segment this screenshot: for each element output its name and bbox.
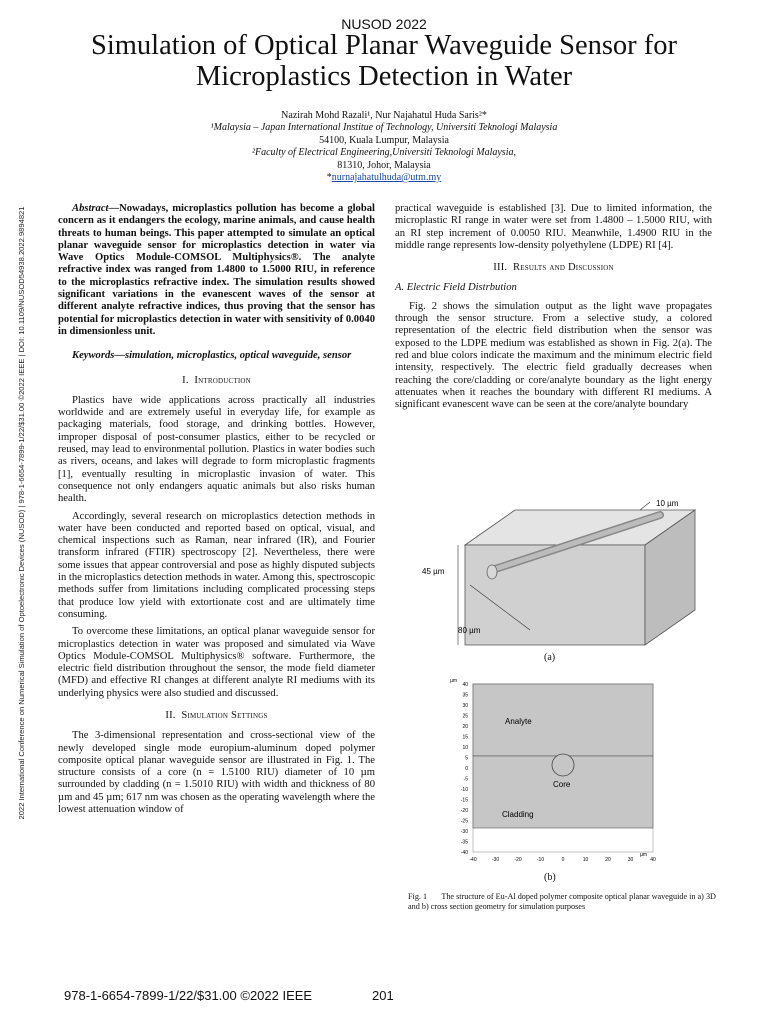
y-tick-label: 40 xyxy=(462,682,468,688)
analyte-label: Analyte xyxy=(505,717,532,726)
settings-paragraph-continued: practical waveguide is established [3]. Due to limited information, the microplastic RI range in water were set from 1.4800 – 1.5000 RIU, with an RI step increment of 0.0050 RIU. Meanwhile, 1.4900 RIU in the middle range represents low-density polyethylene (LDPE) RI [4]. xyxy=(395,203,712,251)
email-link[interactable]: nurnajahatulhuda@utm.my xyxy=(331,172,442,184)
footer-isbn: 978-1-6654-7899-1/22/$31.00 ©2022 IEEE xyxy=(64,988,313,1003)
core-label: Core xyxy=(553,780,571,789)
x-tick-label: 10 xyxy=(582,857,589,863)
author-block xyxy=(100,110,668,184)
caption-text: The structure of Eu-Al doped polymer composite optical planar waveguide in a) 3D and b) cross section geometry for simulation purposes xyxy=(408,892,716,911)
keywords-label: Keywords xyxy=(72,350,115,362)
email-line xyxy=(100,172,668,184)
figure-1b-cross-section xyxy=(432,676,662,866)
email-prefix: * xyxy=(326,172,332,184)
section-1-number: I. xyxy=(182,374,189,386)
section-2-heading xyxy=(58,710,375,722)
author-names: Nazirah Mohd Razali¹, Nur Najahatul Huda Saris²* xyxy=(281,110,487,121)
left-column xyxy=(58,203,375,821)
section-3-heading xyxy=(395,262,712,274)
abstract-label: Abstract xyxy=(72,203,109,214)
figure-1a-3d-diagram xyxy=(410,490,700,660)
conference-header: NUSOD 2022 xyxy=(341,16,427,32)
x-tick-label: 40 xyxy=(650,857,656,863)
address-1: 54100, Kuala Lumpur, Malaysia xyxy=(319,134,449,146)
dim-bottom-label: 80 µm xyxy=(458,626,481,635)
y-tick-label: -25 xyxy=(460,818,468,825)
subsection-a-heading: A. Electric Field Distrbution xyxy=(395,282,517,294)
keywords-text: —simulation, microplastics, optical waveguide, sensor xyxy=(114,350,352,362)
section-3-title: Results and Discussion xyxy=(512,262,614,274)
y-unit-label: µm xyxy=(450,678,458,684)
y-tick-label: -10 xyxy=(460,787,468,793)
section-3-number: III. xyxy=(493,262,508,274)
x-tick-labels xyxy=(469,857,656,863)
y-tick-label: 20 xyxy=(462,724,468,730)
y-tick-label: -30 xyxy=(460,829,468,835)
x-tick-label: -20 xyxy=(514,857,522,863)
section-1-heading xyxy=(58,375,375,387)
keywords xyxy=(58,350,375,362)
x-tick-label: 20 xyxy=(605,857,611,863)
right-column xyxy=(395,203,712,416)
block-front-face xyxy=(465,545,645,645)
caption-label: Fig. 1 xyxy=(408,892,428,901)
y-tick-label: 15 xyxy=(462,734,468,741)
figure-1-caption xyxy=(408,892,728,912)
cladding-label: Cladding xyxy=(502,810,534,819)
x-tick-label: -10 xyxy=(536,857,545,863)
figure-1a-sublabel: (a) xyxy=(544,652,556,663)
affiliation-2: ²Faculty of Electrical Engineering,Universiti Teknologi Malaysia, xyxy=(252,147,516,159)
side-citation: 2022 International Conference on Numerical Simulation of Optoelectronic Devices (NUSOD) | 978-1-6654-7899-1/22/$31.00 ©2022 IEEE | DOI: 10.1109/NUSOD54938.2022.9894821 xyxy=(17,206,26,820)
analyte-region xyxy=(473,684,653,756)
results-paragraph-1: Fig. 2 shows the simulation output as the light wave propagates through the sensor structure. From a selective study, a colored representation of the electric field distribution when the sensor was exposed to the LDPE medium was established as shown in Fig. 2(a). The red and blue colors indicate the maximum and the minimum electric field intensity, respectively. The electric field gradually decreases when reaching the core/cladding or core/analyte boundary as the light energy attenuates when it reaches the boundary with different RI mediums. A significant evanescent wave can be seen at the core/analyte boundary xyxy=(395,300,712,411)
y-tick-label: 10 xyxy=(462,745,468,751)
x-unit-label: µm xyxy=(640,852,648,858)
y-tick-label: -20 xyxy=(460,808,468,814)
settings-paragraph-1: The 3-dimensional representation and cross-sectional view of the newly developed single mode europium-aluminum doped polymer composite optical planar waveguide sensor are illustrated in Fig. 1. The structure consists of a core (n = 1.5100 RIU) diameter of 10 µm surrounded by cladding (n = 1.5010 RIU) with width and thickness of 80 µm and 45 µm; 617 nm was chosen as the operating wavelength where the lowest attenuation window of xyxy=(58,730,375,816)
y-tick-label: -5 xyxy=(463,776,468,783)
y-tick-label: -40 xyxy=(460,850,468,856)
x-tick-label: -40 xyxy=(469,857,477,863)
y-tick-label: -15 xyxy=(460,797,468,804)
abstract xyxy=(58,203,375,338)
y-tick-label: 25 xyxy=(462,713,468,720)
page-number: 201 xyxy=(372,988,394,1003)
y-tick-labels xyxy=(461,682,468,856)
y-tick-label: 0 xyxy=(465,766,468,772)
section-2-number: II. xyxy=(165,709,176,721)
address-2: 81310, Johor, Malaysia xyxy=(337,159,431,171)
core-circle xyxy=(552,754,574,776)
dim-top-label: 10 µm xyxy=(656,499,679,508)
x-tick-label: 30 xyxy=(627,857,634,863)
paper-title: Simulation of Optical Planar Waveguide Sensor for Microplastics Detection in Water xyxy=(90,30,678,92)
section-1-title: Introduction xyxy=(194,374,251,386)
affiliation-1: ¹Malaysia – Japan International Institue of Technology, Universiti Teknologi Malaysia xyxy=(210,122,558,134)
y-tick-label: -35 xyxy=(460,839,468,846)
y-tick-label: 35 xyxy=(462,692,468,699)
core-end-ellipse xyxy=(487,565,497,579)
dim-top-arrow xyxy=(640,502,650,510)
dim-left-label: 45 µm xyxy=(422,567,445,576)
y-tick-label: 30 xyxy=(462,703,468,709)
intro-paragraph-1: Plastics have wide applications across practically all industries worldwide and are extremely useful in everyday life, for example as packaging materials, food storage, and drinking bottles. However, improper disposal of post-consumer plastics, either to be recycled or reused, may lead to environmental pollution. Plastics in water bodies such as rivers, oceans, and lakes will degrade to form microplastic fragments [1], eventually resulting in microplastic invasion of water. This consequence not only endangers aquatic animals but also risks human health. xyxy=(58,394,375,505)
section-2-title: Simulation Settings xyxy=(181,709,268,721)
x-tick-label: 0 xyxy=(561,857,565,863)
figure-1b-sublabel: (b) xyxy=(544,872,556,883)
x-tick-label: -30 xyxy=(491,857,500,863)
y-tick-label: 5 xyxy=(465,755,468,762)
abstract-text: —Nowadays, microplastics pollution has become a global concern as it endangers the ecology, marine animals, and cause health threats to human beings. This paper attempted to simulate an optical planar waveguide sensor for microplastics detection in water via Wave Optics Module-COMSOL Multiphysics®. The analyte refractive index was ranged from 1.4800 to 1.5000 RIU, in reference to the microplastics refractive index. The simulation results showed significant variations in the evanescent waves of the sensor at different analyte refractive indices, thus proving that the sensor has potential for microplastics detection in water with sensitivity of 0.0040 in dimensionless unit. xyxy=(58,203,375,337)
intro-paragraph-3: To overcome these limitations, an optical planar waveguide sensor for microplastics detection in water was proposed and simulated via Wave Optics Module-COMSOL Multiphysics® software. Furthermore, the electric field distribution throughout the sensor, the mode field diameter (MFD) and effective RI changes at different analyte RI mediums with its underlying physics were also studied and discussed. xyxy=(58,626,375,699)
intro-paragraph-2: Accordingly, several research on microplastics detection methods in water have been conducted and reported based on optical, visual, and chemical inspections such as Raman, near infrared (IR), and Fourier transform infrared (FTIR) spectroscopy [2]. Nevertheless, there were some issues that appear controversial and pose as highly disputed subjects in the microplastics detection methods in water. Among this, spectroscopic methods suffer from limitations including complicated processing steps that produce low yield with extortionate cost and are ultimately time consuming. xyxy=(58,510,375,620)
